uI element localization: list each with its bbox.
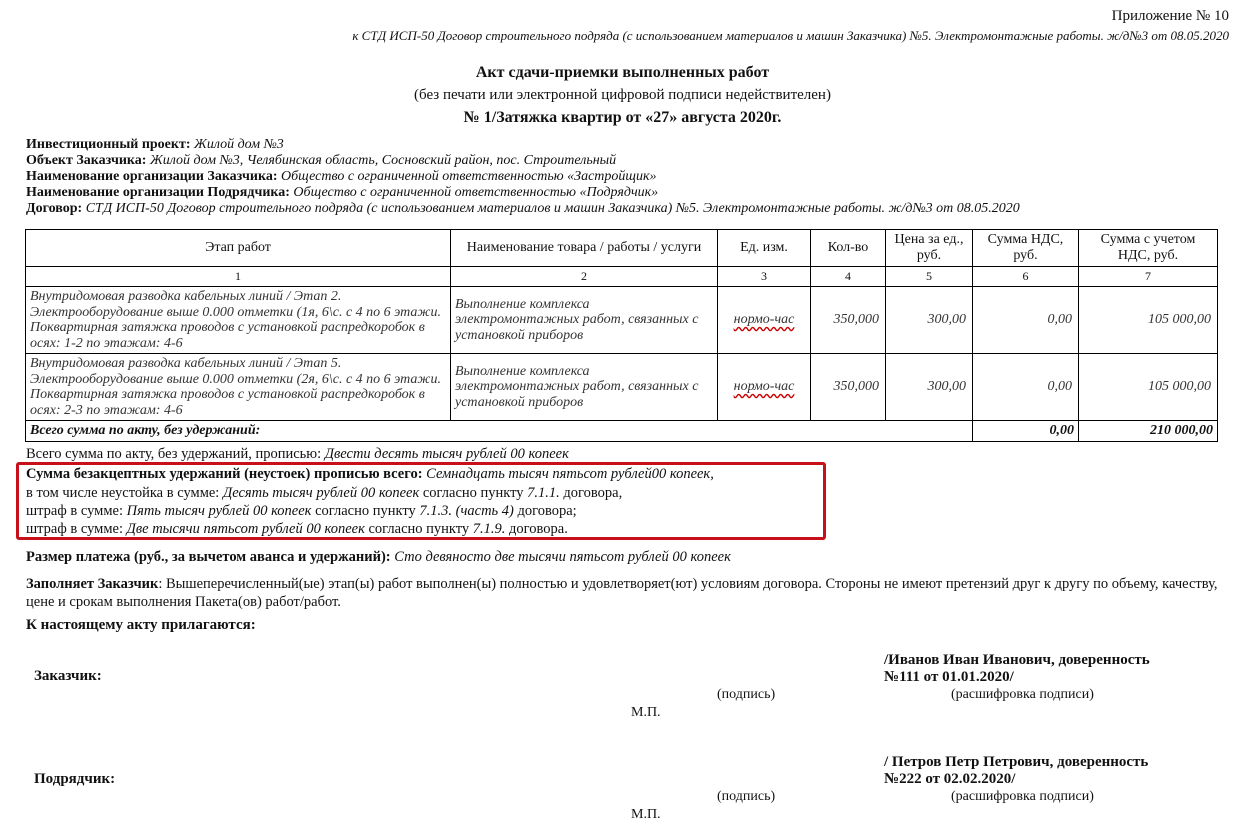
contractor-sign-caption: (подпись) [717,789,776,804]
col-header: Наименование товара / работы / услуги [451,230,718,267]
info-contractor-org [26,185,658,201]
contractor-role: Подрядчик: [34,771,116,787]
customer-fill-paragraph [26,575,1231,611]
act-number: № 1/Затяжка квартир от «27» августа 2020г. [463,109,782,126]
cell-stage: Внутридомовая разводка кабельных линий / Этап 5. Электрооборудование выше 0.000 отметки (2я, 6\с. с 4 по 6 этажи. Поквартирная затяжка проводов с установкой распредкоробок в осях: 2-3 по этажам: 4-6 [26,354,451,421]
col-header: Сумма с учетом НДС, руб. [1079,230,1218,267]
deduct-label: Сумма безакцептных удержаний (неустоек) прописью всего: [26,466,423,482]
info-label: Договор: [26,201,83,216]
cell-unit: нормо-час [718,287,811,354]
customer-role: Заказчик: [34,668,102,684]
col-header: Цена за ед., руб. [886,230,973,267]
info-customer-org [26,169,657,185]
act-title: Акт сдачи-приемки выполненных работ [475,64,770,81]
fine-line-2 [26,521,568,538]
fine-post: договора; [517,503,577,519]
contractor-name-line2: №222 от 02.02.2020/ [884,771,1016,787]
col-number: 6 [973,267,1079,287]
penalty-post: договора, [563,485,623,501]
cell-total: 105 000,00 [1079,354,1218,421]
penalty-line [26,485,622,502]
cell-price: 300,00 [886,354,973,421]
deductions-line [26,466,714,483]
column-number-row [26,267,1218,287]
contractor-decode-caption: (расшифровка подписи) [951,789,1094,804]
fine-mid: согласно пункту [315,503,416,519]
total-vat: 0,00 [973,421,1079,442]
total-words-label: Всего сумма по акту, без удержаний, прописью: [26,446,322,462]
col-number: 7 [1079,267,1218,287]
info-value: Общество с ограниченной ответственностью «Подрядчик» [293,185,659,200]
contractor-stamp: М.П. [631,807,661,822]
total-words-value: Двести десять тысяч рублей 00 копеек [324,446,569,462]
customer-sign-caption: (подпись) [717,687,776,702]
info-value: Жилой дом №3, Челябинская область, Сосновский район, пос. Строительный [149,153,617,168]
payment-line [26,549,731,566]
cell-total: 105 000,00 [1079,287,1218,354]
payment-value: Сто девяносто две тысячи пятьсот рублей 00 копеек [394,549,731,565]
cell-qty: 350,000 [811,354,886,421]
cell-work: Выполнение комплекса электромонтажных работ, связанных с установкой приборов [451,354,718,421]
total-label: Всего сумма по акту, без удержаний: [26,421,973,442]
fine-clause: 7.1.9. [472,521,506,537]
payment-label: Размер платежа (руб., за вычетом аванса и удержаний): [26,549,391,565]
info-value: Жилой дом №3 [194,137,284,152]
penalty-mid: согласно пункту [422,485,524,501]
table-total-row [26,421,1218,442]
penalty-clause: 7.1.1. [527,485,560,501]
act-note: (без печати или электронной цифровой подписи недействителен) [414,87,831,103]
col-number: 2 [451,267,718,287]
col-header: Ед. изм. [718,230,811,267]
fine-value: Пять тысяч рублей 00 копеек [126,503,312,519]
deduct-value: Семнадцать тысяч пятьсот рублей00 копеек, [426,466,714,482]
col-header: Сумма НДС, руб. [973,230,1079,267]
customer-stamp: М.П. [631,705,661,720]
info-project [26,137,284,153]
table-row [26,354,1218,421]
customer-name-line1: /Иванов Иван Иванович, доверенность [884,652,1150,668]
table-header-row [26,230,1218,267]
customer-fill-label: Заполняет Заказчик [26,576,159,592]
works-table [25,229,1218,442]
col-number: 5 [886,267,973,287]
info-contract [26,201,1020,217]
cell-vat: 0,00 [973,354,1079,421]
fine-pre: штраф в сумме: [26,503,123,519]
table-row [26,287,1218,354]
col-number: 3 [718,267,811,287]
fine-mid: согласно пункту [368,521,470,537]
penalty-value: Десять тысяч рублей 00 копеек [222,485,420,501]
col-header: Этап работ [26,230,451,267]
penalty-pre: в том числе неустойка в сумме: [26,485,220,501]
total-sum: 210 000,00 [1079,421,1218,442]
info-value: Общество с ограниченной ответственностью «Застройщик» [281,169,657,184]
fine-value: Две тысячи пятьсот рублей 00 копеек [126,521,365,537]
customer-name-line2: №111 от 01.01.2020/ [884,669,1014,685]
fine-post: договора. [509,521,568,537]
attachments-label: К настоящему акту прилагаются: [26,617,256,633]
appendix-title: Приложение № 10 [1111,8,1229,24]
col-header: Кол-во [811,230,886,267]
info-value: СТД ИСП-50 Договор строительного подряда (с использованием материалов и машин Заказчика) №5. Электромонтажные работы. ж/д№3 от 08.05.2020 [85,201,1020,216]
cell-unit: нормо-час [718,354,811,421]
fine-clause: 7.1.3. (часть 4) [419,503,514,519]
info-object [26,153,616,169]
cell-vat: 0,00 [973,287,1079,354]
fine-line-1 [26,503,577,520]
customer-decode-caption: (расшифровка подписи) [951,687,1094,702]
cell-qty: 350,000 [811,287,886,354]
info-label: Наименование организации Подрядчика: [26,185,290,200]
contractor-name-line1: / Петров Петр Петрович, доверенность [884,754,1149,770]
cell-price: 300,00 [886,287,973,354]
customer-fill-text: : Вышеперечисленный(ые) этап(ы) работ выполнен(ы) полностью и удовлетворяет(ют) условиям договора. Стороны не имеют претензий друг к другу по объему, качеству, цене и срокам выполнения Пакета(ов) работ/работ. [26,576,1218,610]
info-label: Инвестиционный проект: [26,137,191,152]
total-in-words [26,446,569,463]
fine-pre: штраф в сумме: [26,521,123,537]
info-label: Объект Заказчика: [26,153,147,168]
cell-work: Выполнение комплекса электромонтажных работ, связанных с установкой приборов [451,287,718,354]
cell-stage: Внутридомовая разводка кабельных линий / Этап 2. Электрооборудование выше 0.000 отметки (1я, 6\с. с 4 по 6 этажи. Поквартирная затяжка проводов с установкой распредкоробок в осях: 1-2 по этажам: 4-6 [26,287,451,354]
col-number: 1 [26,267,451,287]
info-label: Наименование организации Заказчика: [26,169,278,184]
appendix-subtitle: к СТД ИСП-50 Договор строительного подряда (с использованием материалов и машин Заказчика) №5. Электромонтажные работы. ж/д№3 от 08.05.2020 [352,28,1229,43]
col-number: 4 [811,267,886,287]
